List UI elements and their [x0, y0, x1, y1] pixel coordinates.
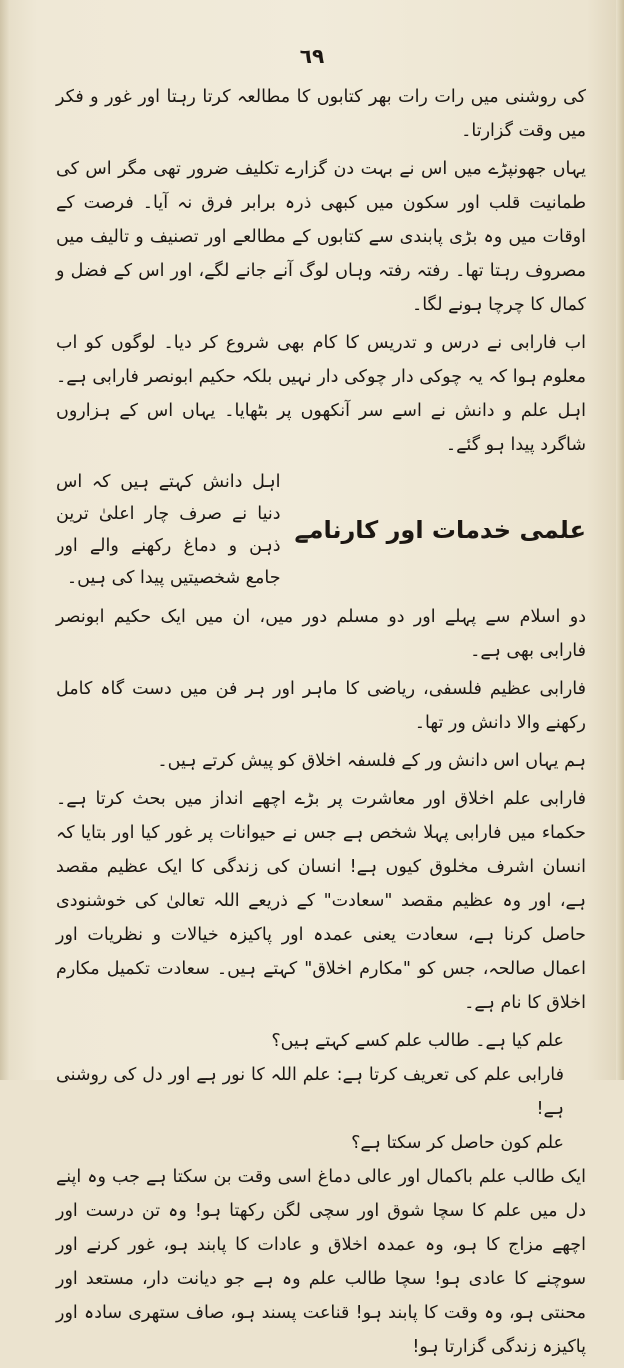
page-number: ٦٩ [299, 44, 325, 68]
page-body [56, 80, 586, 1368]
question-what-is-knowledge: علم کیا ہے۔ طالب علم کسے کہتے ہیں؟ [271, 1031, 564, 1051]
section-heading: علمی خدمات اور کارنامے [294, 516, 586, 544]
paragraph-ethics-intro: ہم یہاں اس دانش ور کے فلسفہ اخلاق کو پیش کرتے ہیں۔ [157, 751, 586, 771]
paragraph-true-student: ایک طالب علم باکمال اور عالی دماغ اسی وقت بن سکتا ہے جب وہ اپنے دل میں علم کا سچا شوق اور سچی لگن رکھتا ہو! وہ تن درست اور اچھے مزاج کا ہو، وہ عمدہ اخلاق و عادات کا پابند ہو، غور کرنے اور سوچنے کا عادی ہو! سچا طالب علم وہ ہے جو دیانت دار، مستعد اور محنتی ہو، وہ وقت کا پابند ہو! قناعت پسند ہو، صاف ستھری سادہ اور پاکیزہ زندگی گزارتا ہو! [56, 1167, 586, 1357]
definition-of-knowledge: فارابی علم کی تعریف کرتا ہے: علم اللہ کا نور ہے اور دل کی روشنی ہے! [56, 1065, 564, 1119]
paragraph-four-minds: دو اسلام سے پہلے اور دو مسلم دور میں، ان میں ایک حکیم ابونصر فارابی بھی ہے۔ [56, 607, 586, 661]
paragraph-study-by-light: کی روشنی میں رات رات بھر کتابوں کا مطالعہ کرتا رہتا اور غور و فکر میں وقت گزارتا۔ [56, 87, 586, 141]
paragraph-hut-life: یہاں جھونپڑے میں اس نے بہت دن گزارے تکلیف ضرور تھی مگر اس کی طمانیت قلب اور سکون میں کبھی ذرہ برابر فرق نہ آیا۔ فرصت کے اوقات میں وہ بڑی پابندی سے کتابوں کے مطالعے اور تصنیف و تالیف میں مصروف رہتا تھا۔ رفتہ رفتہ وہاں لوگ آنے جانے لگے، اور اس کے فضل و کمال کا چرچا ہونے لگا۔ [56, 159, 586, 315]
page-edge-left [0, 0, 10, 1080]
section-intro: اہل دانش کہتے ہیں کہ اس دنیا نے صرف چار اعلیٰ ترین ذہن و دماغ رکھنے والے اور جامع شخصیتیں پیدا کی ہیں۔ [56, 472, 281, 588]
question-who-can-acquire: علم کون حاصل کر سکتا ہے؟ [351, 1133, 564, 1153]
page-edge-right [616, 0, 624, 1080]
paragraph-great-philosopher: فارابی عظیم فلسفی، ریاضی کا ماہر اور ہر فن میں دست گاہ کامل رکھنے والا دانش ور تھا۔ [56, 679, 586, 733]
section-header-row [56, 466, 586, 594]
paragraph-ethics-happiness: فارابی علم اخلاق اور معاشرت پر بڑے اچھے انداز میں بحث کرتا ہے۔ حکماء میں فارابی پہلا شخص ہے جس نے حیوانات پر غور کیا اور بتایا کہ انسان اشرف مخلوق کیوں ہے! انسان کی زندگی کا ایک عظیم مقصد ہے، اور وہ عظیم مقصد "سعادت" کے ذریعے اللہ تعالیٰ کی خوشنودی حاصل کرنا ہے، سعادت یعنی عمدہ اور پاکیزہ خیالات و نظریات اور اعمال صالحہ، جس کو "مکارم اخلاق" کہتے ہیں۔ سعادت تکمیل مکارم اخلاق کا نام ہے۔ [56, 789, 586, 1013]
paragraph-teaching: اب فارابی نے درس و تدریس کا کام بھی شروع کر دیا۔ لوگوں کو اب معلوم ہوا کہ یہ چوکی دار چوکی دار نہیں بلکہ حکیم ابونصر فارابی ہے۔ اہل علم و دانش نے اسے سر آنکھوں پر بٹھایا۔ یہاں اس کے ہزاروں شاگرد پیدا ہو گئے۔ [56, 333, 586, 455]
